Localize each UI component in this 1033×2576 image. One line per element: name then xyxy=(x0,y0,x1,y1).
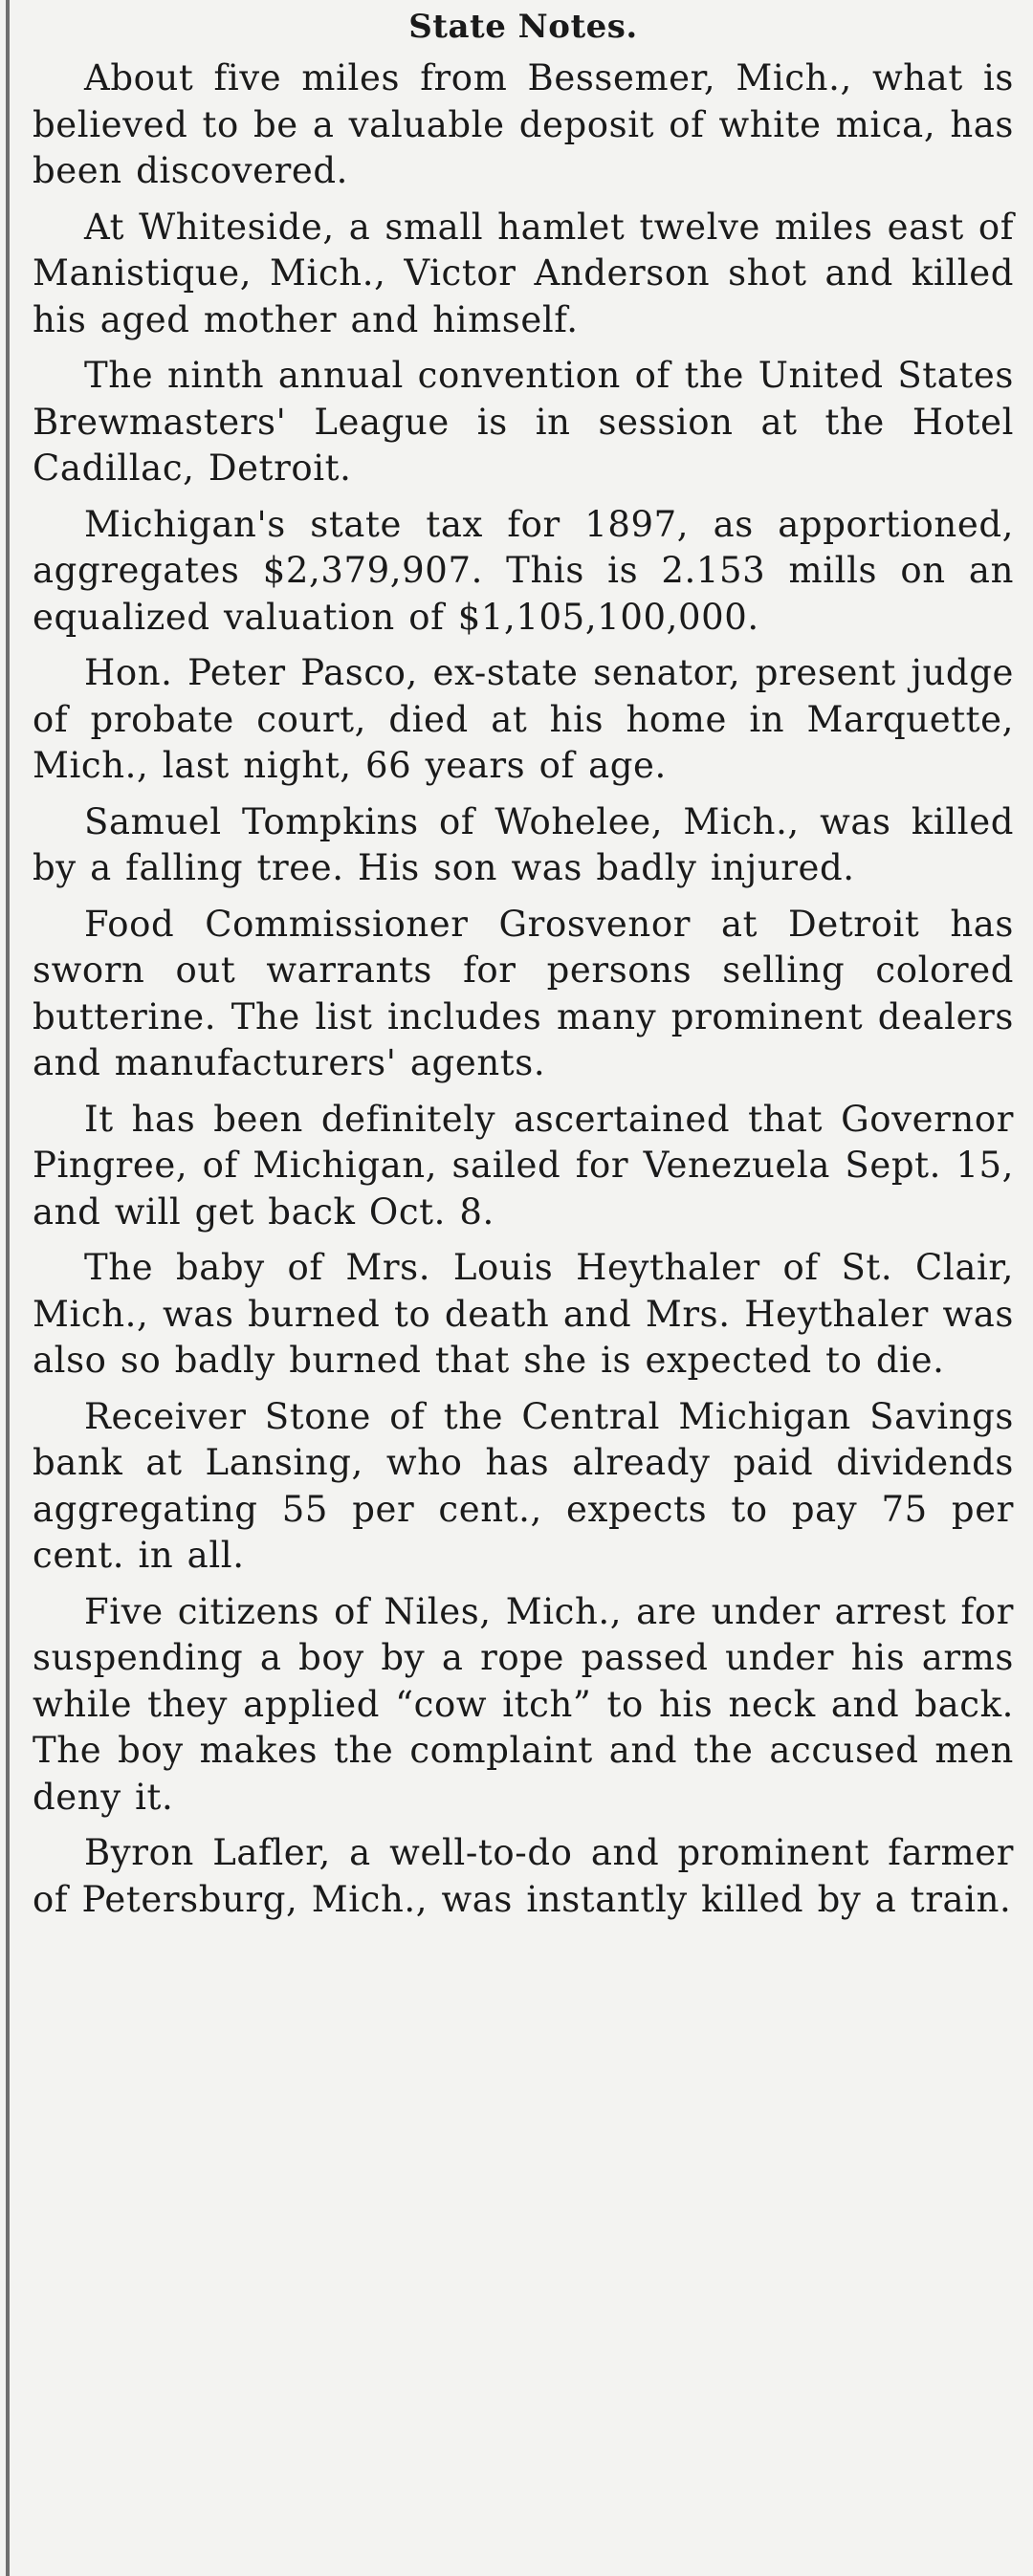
news-item-lafler: Byron Lafler, a well-to-do and prominent farmer of Petersburg, Mich., was instantly killed by a train. xyxy=(33,1832,1014,1920)
news-column xyxy=(33,6,1014,1932)
news-item-mica: About five miles from Bessemer, Mich., what is believed to be a valuable deposit of white mica, has been discovered. xyxy=(33,57,1014,191)
news-item-state-tax: Michigan's state tax for 1897, as apportioned, aggregates $2,379,907. This is 2.153 mills on an equalized valuation of $1,105,100,000. xyxy=(33,503,1014,638)
column-rule xyxy=(6,0,10,2576)
news-item-brewmasters: The ninth annual convention of the United States Brewmasters' League is in session at the Hotel Cadillac, Detroit. xyxy=(33,355,1014,489)
news-item-pasco: Hon. Peter Pasco, ex-state senator, present judge of probate court, died at his home in Marquette, Mich., last night, 66 years of age. xyxy=(33,652,1014,786)
news-item-whiteside: At Whiteside, a small hamlet twelve miles east of Manistique, Mich., Victor Anderson shot and killed his aged mother and himself. xyxy=(33,206,1014,340)
news-item-receiver-stone: Receiver Stone of the Central Michigan Savings bank at Lansing, who has already paid dividends aggregating 55 per cent., expects to pay 75 per cent. in all. xyxy=(33,1395,1014,1576)
news-item-tompkins: Samuel Tompkins of Wohelee, Mich., was killed by a falling tree. His son was badly injured. xyxy=(33,800,1014,888)
headline: State Notes. xyxy=(408,8,638,46)
news-item-butterine: Food Commissioner Grosvenor at Detroit has sworn out warrants for persons selling colored butterine. The list includes many prominent dealers and manufacturers' agents. xyxy=(33,903,1014,1083)
news-item-heythaler: The baby of Mrs. Louis Heythaler of St. Clair, Mich., was burned to death and Mrs. Heythaler was also so badly burned that she is expected to die. xyxy=(33,1247,1014,1381)
news-item-niles: Five citizens of Niles, Mich., are under arrest for suspending a boy by a rope passed under his arms while they applied “cow itch” to his neck and back. The boy makes the complaint and the accused men deny it. xyxy=(33,1590,1014,1818)
news-item-pingree: It has been definitely ascertained that Governor Pingree, of Michigan, sailed for Venezuela Sept. 15, and will get back Oct. 8. xyxy=(33,1098,1014,1233)
